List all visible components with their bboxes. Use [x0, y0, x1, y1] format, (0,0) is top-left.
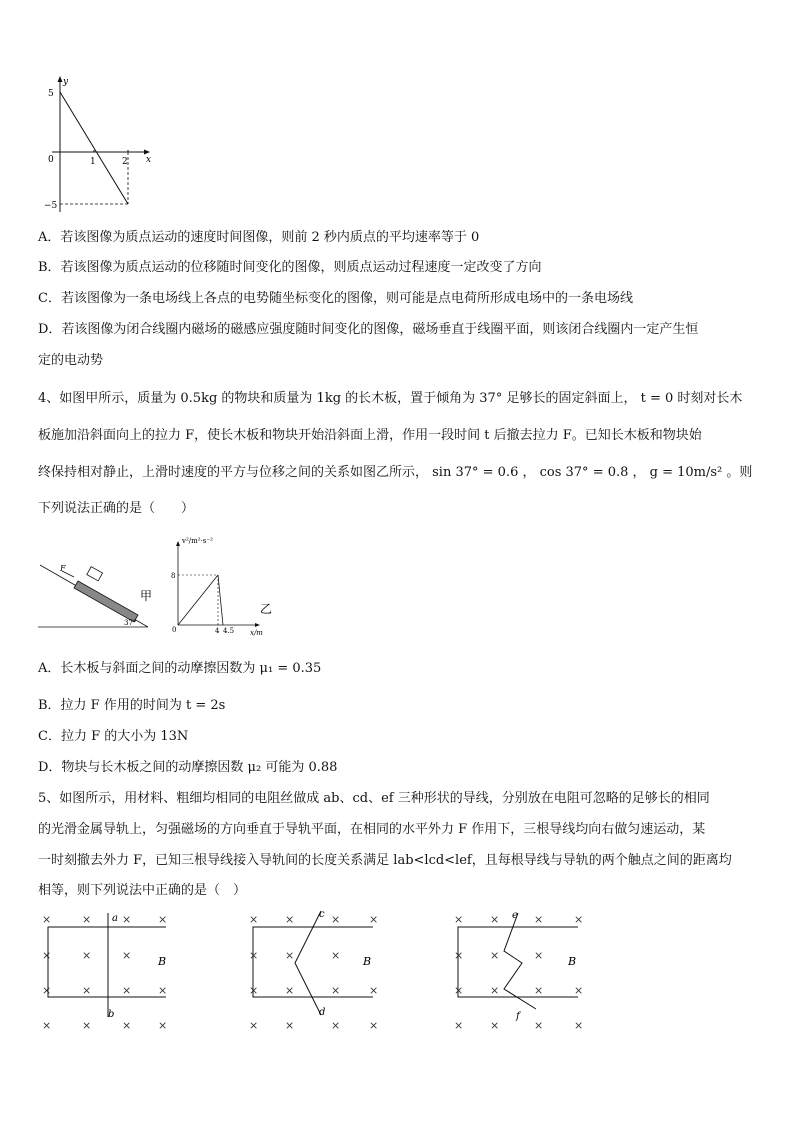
q3-graph [38, 72, 168, 217]
force-label: F [60, 564, 66, 573]
svg-text:×: × [285, 984, 295, 997]
svg-text:×: × [82, 1019, 92, 1032]
svg-text:×: × [369, 913, 379, 926]
label-B: B [363, 955, 372, 968]
x-axis-label: x [146, 155, 152, 165]
svg-text:×: × [42, 913, 52, 926]
q4-stem-line3: 终保持相对静止，上滑时速度的平方与位移之间的关系如图乙所示， sin 37° = 0.6 ， cos 37° = 0.8 ， g = 10m/s² 。则 [38, 465, 753, 480]
svg-text:×: × [490, 949, 500, 962]
tick-label-neg5: −5 [44, 201, 58, 211]
svg-text:×: × [249, 913, 259, 926]
svg-text:×: × [158, 984, 168, 997]
svg-text:×: × [285, 913, 295, 926]
svg-text:×: × [454, 984, 464, 997]
q4-option-c: C．拉力 F 的大小为 13N [38, 729, 189, 744]
q4-figure-yi [168, 535, 278, 640]
cross-marks [249, 913, 378, 1032]
svg-text:×: × [454, 913, 464, 926]
q4-stem-line4: 下列说法正确的是（ ） [38, 501, 195, 516]
svg-text:×: × [369, 984, 379, 997]
tick-label-5: 5 [48, 89, 54, 99]
svg-text:×: × [574, 984, 584, 997]
cross-marks [42, 913, 167, 1032]
svg-text:×: × [158, 1019, 168, 1032]
label-f: f [516, 1011, 520, 1022]
label-a: a [112, 913, 118, 924]
q5-stem-line3: 一时刻撤去外力 F，已知三根导线接入导轨间的长度关系满足 lab<lcd<lef，且每根导线与导轨的两个触点之间的距离均 [38, 853, 732, 868]
figure-label-yi: 乙 [260, 602, 273, 616]
svg-text:×: × [331, 984, 341, 997]
svg-text:×: × [122, 913, 132, 926]
x-axis-arrow [144, 150, 150, 155]
label-c: c [319, 909, 325, 920]
q4-stem-line2: 板施加沿斜面向上的拉力 F，使长木板和物块开始沿斜面上滑，作用一段时间 t 后撤去拉力 F。已知长木板和物块始 [38, 428, 702, 443]
rise-line [178, 575, 218, 625]
svg-text:×: × [42, 984, 52, 997]
block [87, 567, 103, 581]
origin-label: 0 [172, 626, 177, 634]
q5-figure-ef [450, 905, 590, 1035]
q3-option-d: D．若该图像为闭合线圈内磁场的磁感应强度随时间变化的图像，磁场垂直于线圈平面，则该闭合线圈内一定产生恒 [38, 322, 699, 337]
svg-text:×: × [285, 1019, 295, 1032]
graph-line [60, 92, 128, 204]
svg-text:×: × [331, 1019, 341, 1032]
svg-text:×: × [42, 949, 52, 962]
tick-x-4-5: 4.5 [223, 627, 235, 635]
q5-figure-ab [38, 905, 178, 1035]
q4-option-b: B．拉力 F 作用的时间为 t = 2s [38, 698, 226, 713]
svg-text:×: × [369, 1019, 379, 1032]
svg-text:×: × [331, 949, 341, 962]
y-axis-label: v²/m²·s⁻² [182, 537, 213, 545]
tick-x-4: 4 [215, 627, 220, 635]
svg-text:×: × [42, 1019, 52, 1032]
svg-text:×: × [249, 984, 259, 997]
svg-text:×: × [249, 1019, 259, 1032]
svg-text:×: × [249, 949, 259, 962]
svg-text:×: × [574, 913, 584, 926]
rails [253, 927, 373, 997]
svg-text:×: × [285, 949, 295, 962]
q3-option-d-cont: 定的电动势 [38, 353, 104, 368]
q3-option-a: A．若该图像为质点运动的速度时间图像，则前 2 秒内质点的平均速率等于 0 [38, 230, 480, 245]
svg-text:×: × [454, 949, 464, 962]
angle-label: 37° [124, 619, 137, 627]
tick-y-8: 8 [171, 572, 176, 580]
svg-text:×: × [574, 1019, 584, 1032]
q4-stem-line1: 4、如图甲所示，质量为 0.5kg 的物块和质量为 1kg 的长木板，置于倾角为 37° 足够长的固定斜面上， t = 0 时刻对长木 [38, 391, 743, 406]
q5-stem-line1: 5、如图所示，用材料、粗细均相同的电阻丝做成 ab、cd、ef 三种形状的导线，分别放在电阻可忽略的足够长的相同 [38, 791, 710, 806]
label-b: b [108, 1009, 115, 1020]
label-B: B [158, 955, 167, 968]
svg-text:×: × [454, 1019, 464, 1032]
figure-label-jia: 甲 [140, 589, 153, 603]
svg-text:×: × [534, 1019, 544, 1032]
long-board [74, 581, 138, 622]
svg-text:×: × [122, 949, 132, 962]
svg-text:×: × [122, 1019, 132, 1032]
q5-figure-cd [245, 905, 385, 1035]
q3-option-c: C．若该图像为一条电场线上各点的电势随坐标变化的图像，则可能是点电荷所形成电场中的一条电场线 [38, 291, 633, 306]
svg-text:×: × [534, 949, 544, 962]
svg-text:×: × [122, 984, 132, 997]
label-d: d [319, 1007, 326, 1018]
y-axis-arrow [58, 76, 63, 82]
svg-text:×: × [331, 913, 341, 926]
q4-option-a: A．长木板与斜面之间的动摩擦因数为 μ₁ = 0.35 [38, 661, 322, 676]
svg-text:×: × [82, 984, 92, 997]
x-axis-label: x/m [250, 629, 263, 637]
svg-text:×: × [490, 913, 500, 926]
tick-label-1: 1 [90, 157, 96, 167]
q5-stem-line2: 的光滑金属导轨上，匀强磁场的方向垂直于导轨平面，在相同的水平外力 F 作用下，三根导线均向右做匀速运动，某 [38, 822, 706, 837]
svg-text:×: × [490, 1019, 500, 1032]
y-axis-label: y [63, 77, 69, 87]
fall-line [218, 575, 223, 625]
label-e: e [512, 910, 518, 921]
tick-label-0: 0 [48, 155, 54, 165]
q3-option-b: B．若该图像为质点运动的位移随时间变化的图像，则质点运动过程速度一定改变了方向 [38, 260, 542, 275]
q4-option-d: D．物块与长木板之间的动摩擦因数 μ₂ 可能为 0.88 [38, 760, 338, 775]
tick-label-2: 2 [122, 157, 128, 167]
q5-stem-line4: 相等，则下列说法中正确的是（ ） [38, 883, 247, 898]
svg-text:×: × [158, 913, 168, 926]
svg-text:×: × [82, 949, 92, 962]
svg-text:×: × [534, 984, 544, 997]
svg-text:×: × [490, 984, 500, 997]
svg-text:×: × [534, 913, 544, 926]
rails [458, 927, 578, 997]
label-B: B [568, 955, 577, 968]
q4-figure-jia [38, 555, 168, 635]
rails [48, 927, 166, 997]
svg-text:×: × [82, 913, 92, 926]
